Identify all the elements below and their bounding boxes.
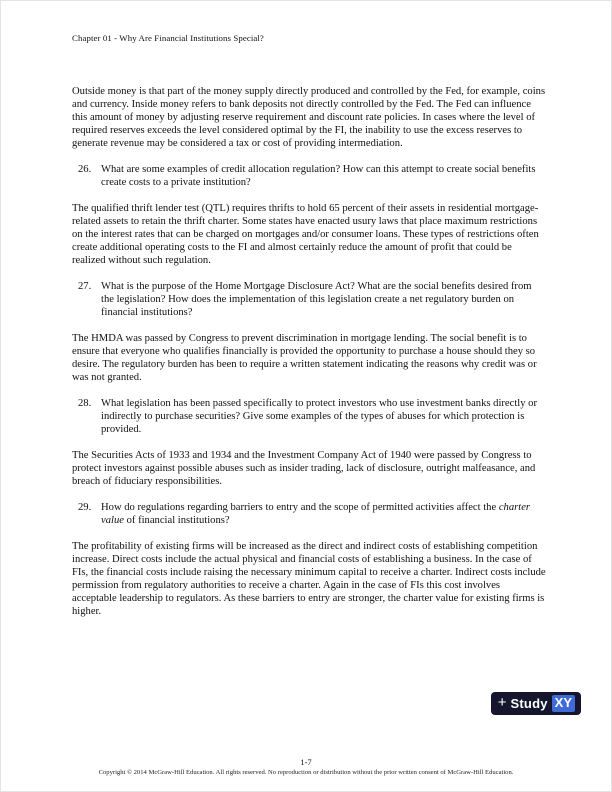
studyxy-logo-study-text: Study	[510, 696, 548, 711]
question-26-text: What are some examples of credit allocation regulation? How can this attempt to create social benefits create costs to a private institution?	[101, 164, 536, 188]
question-28-text: What legislation has been passed specifically to protect investors who use investment banks directly or indirectly to purchase securities? Give some examples of the types of abuses for which protection is provided.	[101, 398, 537, 435]
question-29-text-prefix: How do regulations regarding barriers to entry and the scope of permitted activities affect the	[101, 502, 499, 513]
answer-27: The HMDA was passed by Congress to prevent discrimination in mortgage lending. The social benefit is to ensure that everyone who qualifies financially is provided the opportunity to purchase a house should they so desire. The regulatory burden has been to require a written statement indicating the reasons why credit was or was not granted.	[72, 333, 537, 383]
question-26-number: 26.	[78, 164, 92, 175]
question-29-text-suffix: of financial institutions?	[123, 515, 230, 526]
intro-paragraph: Outside money is that part of the money supply directly produced and controlled by the Fed, for example, coins and currency. Inside money refers to bank deposits not directly controlled by the Fed. The Fed can influence this amount of money by adjusting reserve requirement and discount rate policies. In cases where the level of required reserves exceeds the level considered optimal by the FI, the inability to use the excess reserves to generate revenue may be considered a tax or cost of providing intermediation.	[72, 86, 546, 149]
plus-icon: +	[497, 694, 507, 711]
question-29	[72, 501, 546, 527]
answer-26: The qualified thrift lender test (QTL) requires thrifts to hold 65 percent of their assets in residential mortgage-related assets to retain the thrift charter. Some states have enacted usury laws that place maximum restrictions on the interest rates that can be charged on mortgages and/or consumer loans. These types of restrictions often create additional operating costs to the FI and almost certainly reduce the amount of profit that could be realized without such regulation.	[72, 203, 539, 266]
question-29-text	[101, 501, 546, 527]
question-28	[72, 397, 546, 436]
question-27	[72, 280, 546, 319]
studyxy-logo-xy-text: XY	[552, 695, 575, 711]
page-header: Chapter 01 - Why Are Financial Institutions Special?	[72, 33, 264, 43]
question-27-text: What is the purpose of the Home Mortgage Disclosure Act? What are the social benefits desired from the legislation? How does the implementation of this legislation create a net regulatory burden on financial institutions?	[101, 281, 532, 318]
question-27-number: 27.	[78, 281, 92, 292]
page-footer	[1, 757, 611, 778]
page-content	[72, 85, 546, 631]
question-26	[72, 163, 546, 189]
page-number: 1-7	[300, 756, 312, 767]
copyright-text: Copyright © 2014 McGraw-Hill Education. All rights reserved. No reproduction or distribution without the prior written consent of McGraw-Hill Education.	[98, 768, 514, 776]
answer-29: The profitability of existing firms will be increased as the direct and indirect costs of establishing competition increase. Direct costs include the actual physical and financial costs of establishing a business. In the case of FIs, the financial costs include raising the necessary minimum capital to receive a charter. Indirect costs include permission from regulatory authorities to receive a charter. Again in the case of FIs this cost involves acceptable leadership to regulators. As these barriers to entry are stronger, the charter value for existing firms is higher.	[72, 541, 546, 617]
studyxy-logo	[491, 692, 581, 715]
question-29-number: 29.	[78, 502, 92, 513]
answer-28: The Securities Acts of 1933 and 1934 and the Investment Company Act of 1940 were passed by Congress to protect investors against possible abuses such as insider trading, lack of disclosure, outright malfeasance, and breach of fiduciary responsibilities.	[72, 450, 536, 487]
question-29-text-italic: charter value	[101, 502, 531, 526]
question-28-number: 28.	[78, 398, 92, 409]
